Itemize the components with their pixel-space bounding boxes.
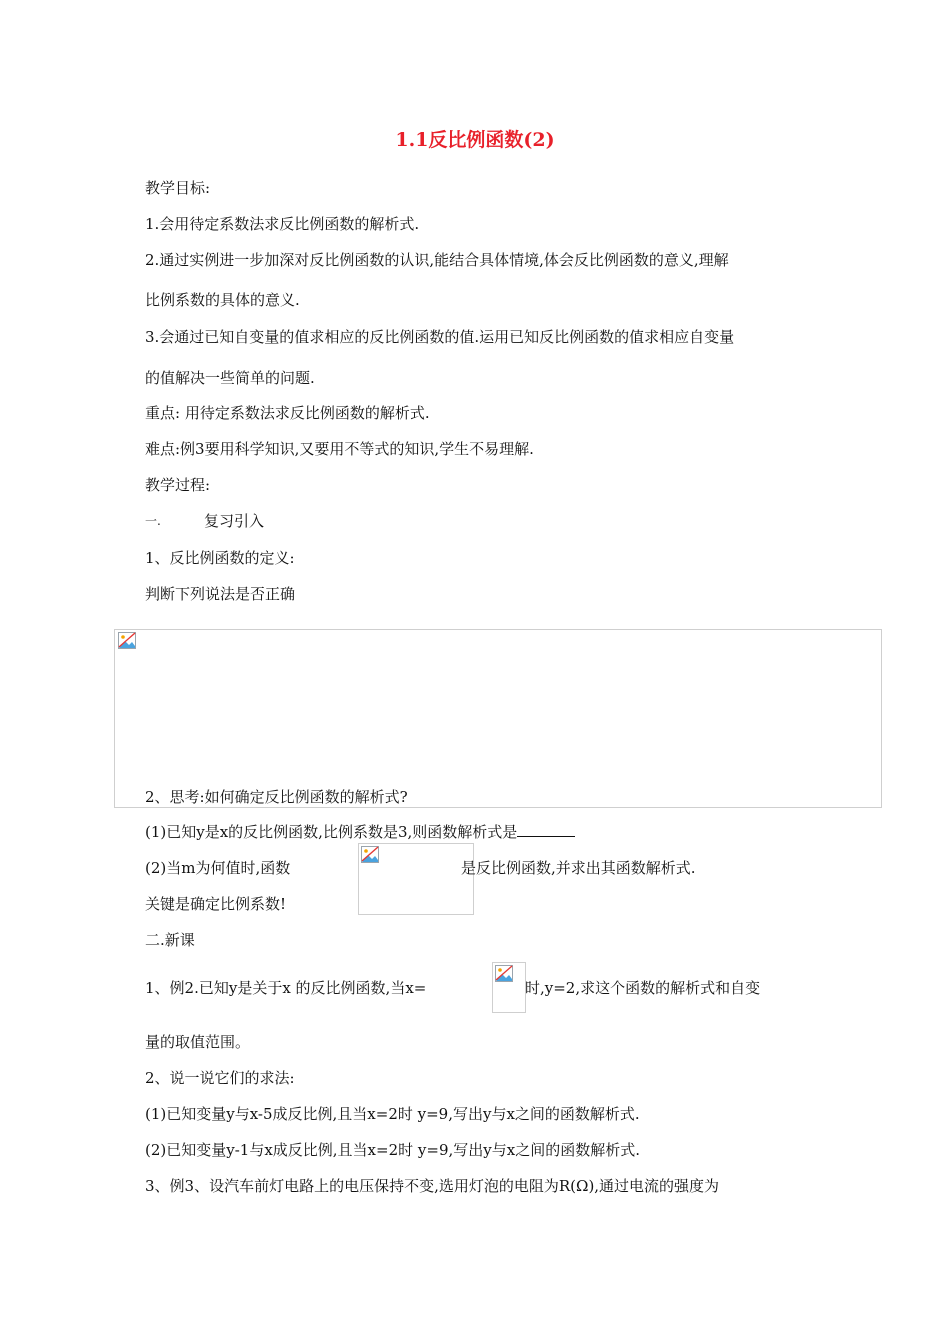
section2-heading: 二.新课	[145, 931, 195, 949]
process-heading: 教学过程:	[145, 476, 211, 494]
say-question-2: (2)已知变量y-1与x成反比例,且当x=2时 y=9,写出y与x之间的函数解析式.	[145, 1141, 640, 1159]
example-3: 3、例3、设汽车前灯电路上的电压保持不变,选用灯泡的电阻为R(Ω),通过电流的强度为	[145, 1177, 720, 1195]
objective-2-line2: 比例系数的具体的意义.	[145, 291, 300, 309]
objectives-heading: 教学目标:	[145, 179, 211, 197]
function-formula-image	[358, 843, 474, 915]
section1-number: 一.	[145, 514, 161, 528]
objective-2-line1: 2.通过实例进一步加深对反比例函数的认识,能结合具体情境,体会反比例函数的意义,理解	[145, 251, 729, 269]
embedded-image-frame	[114, 629, 882, 808]
question-2-prefix: (2)当m为何值时,函数	[145, 859, 291, 877]
question-1: (1)已知y是x的反比例函数,比例系数是3,则函数解析式是	[145, 822, 575, 842]
think-question: 2、思考:如何确定反比例函数的解析式?	[145, 788, 408, 806]
objective-3-line1: 3.会通过已知自变量的值求相应的反比例函数的值.运用已知反比例函数的值求相应自变量	[145, 328, 735, 346]
section1-title: 复习引入	[204, 512, 265, 530]
answer-blank	[517, 822, 575, 837]
broken-image-icon	[118, 632, 136, 649]
key-note: 关键是确定比例系数!	[145, 895, 287, 913]
page-title: 1.1反比例函数(2)	[395, 129, 555, 151]
definition-heading: 1、反比例函数的定义:	[145, 549, 295, 567]
broken-image-icon	[495, 965, 513, 982]
broken-image-icon	[361, 846, 379, 863]
judge-prompt: 判断下列说法是否正确	[145, 585, 296, 603]
objective-3-line2: 的值解决一些简单的问题.	[145, 369, 315, 387]
objective-1: 1.会用待定系数法求反比例函数的解析式.	[145, 215, 420, 233]
example-2-suffix: 时,y=2,求这个函数的解析式和自变	[525, 979, 761, 997]
say-question-1: (1)已知变量y与x-5成反比例,且当x=2时 y=9,写出y与x之间的函数解析式.	[145, 1105, 640, 1123]
example-2-line2: 量的取值范围。	[145, 1033, 251, 1051]
key-point: 重点: 用待定系数法求反比例函数的解析式.	[145, 404, 430, 422]
difficulty: 难点:例3要用科学知识,又要用不等式的知识,学生不易理解.	[145, 440, 534, 458]
example-2-prefix: 1、例2.已知y是关于x 的反比例函数,当x=	[145, 979, 427, 997]
say-heading: 2、说一说它们的求法:	[145, 1069, 295, 1087]
x-value-image	[492, 962, 526, 1013]
question-2-suffix: 是反比例函数,并求出其函数解析式.	[461, 859, 696, 877]
